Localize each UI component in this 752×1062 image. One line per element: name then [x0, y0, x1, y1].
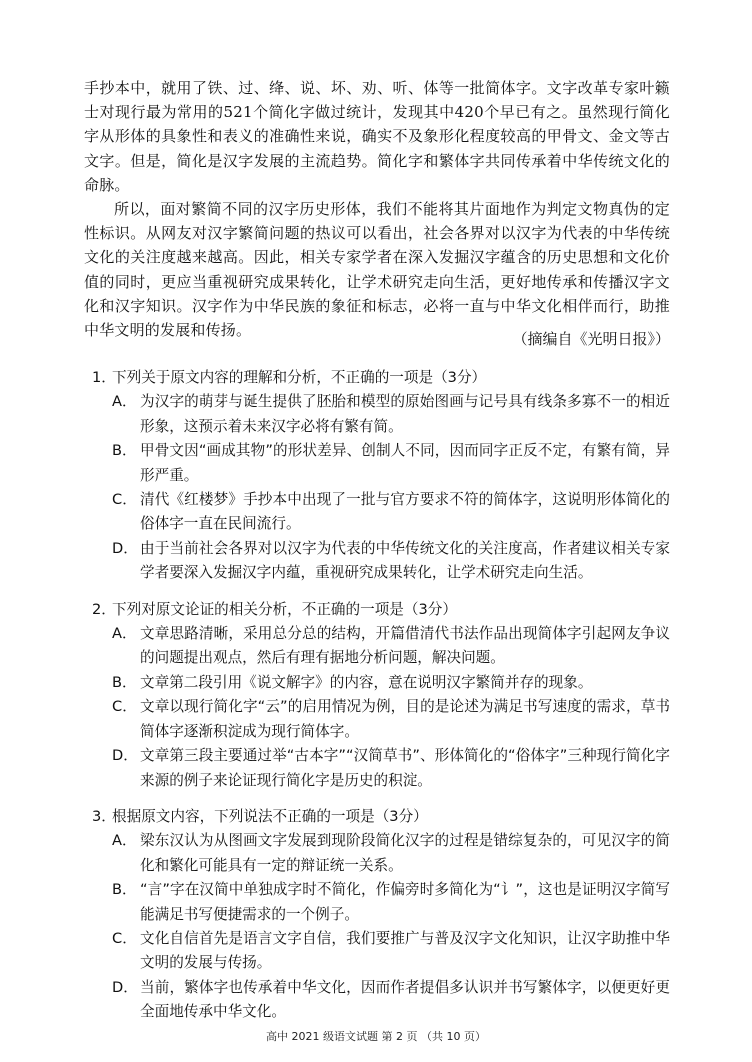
passage-paragraph: 手抄本中，就用了铁、过、绛、说、坏、劝、听、体等一批简体字。文字改革专家叶籁士对现行最为常用的521个简化字做过统计，发现其中420个早已有之。虽然现行简化字从形体的具象性和表义的准确性来说，确实不及象形化程度较高的甲骨文、金文等古文字。但是，简化是汉字发展的主流趋势。简化字和繁体字共同传承着中华传统文化的命脉。	[84, 79, 670, 194]
option-letter: C．	[112, 491, 137, 509]
option-letter: D．	[112, 747, 138, 765]
question-list	[92, 366, 670, 1037]
option-text: 文化自信首先是语言文字自信，我们要推广与普及汉字文化知识，让汉字助推中华文明的发展与传扬。	[140, 929, 670, 972]
option-text: 由于当前社会各界对以汉字为代表的中华传统文化的关注度高，作者建议相关专家学者要深入发掘汉字内蕴，重视研究成果转化，让学术研究走向生活。	[140, 539, 670, 582]
question-text: 下列对原文论证的相关分析，不正确的一项是（3分）	[112, 600, 457, 618]
option-letter: A．	[112, 393, 137, 411]
option-d	[92, 976, 670, 1025]
question-text: 下列关于原文内容的理解和分析，不正确的一项是（3分）	[112, 369, 487, 386]
option-text: 文章第三段主要通过举“古本字”“汉简草书”、形体简化的“俗体字”三种现行简化字来源的例子来论证现行简化字是历史的积淀。	[140, 747, 670, 789]
question-stem	[92, 598, 670, 622]
option-letter: B．	[112, 881, 137, 899]
option-letter: B．	[112, 442, 137, 460]
option-letter: A．	[112, 832, 137, 850]
option-text: 文章第二段引用《说文解字》的内容，意在说明汉字繁简并存的现象。	[140, 673, 593, 691]
option-d	[92, 744, 670, 793]
reading-passage	[84, 76, 670, 342]
page-footer: 高中 2021 级语文试题 第 2 页 （共 10 页）	[266, 1030, 486, 1043]
question-2	[92, 598, 670, 793]
option-text: 当前，繁体字也传承着中华文化，因而作者提倡多认识并书写繁体字，以便更好更全面地传承中华文化。	[140, 978, 670, 1021]
question-stem	[92, 805, 670, 829]
option-a	[92, 390, 670, 439]
option-a	[92, 622, 670, 671]
option-letter: D．	[112, 539, 138, 557]
passage-paragraph: 所以，面对繁简不同的汉字历史形体，我们不能将其片面地作为判定文物真伪的定性标识。从网友对汉字繁简问题的热议可以看出，社会各界对以汉字为代表的中华传统文化的关注度越来越高。因此，相关专家学者在深入发掘汉字蕴含的历史思想和文化价值的同时，更应当重视研究成果转化，让学术研究走向生活，更好地传承和传播汉字文化和汉字知识。汉字作为中华民族的象征和标志，必将一直与中华文化相伴而行，助推中华文明的发展和传扬。	[84, 200, 670, 340]
option-text: 清代《红楼梦》手抄本中出现了一批与官方要求不符的简体字，这说明形体简化的俗体字一直在民间流行。	[140, 491, 670, 533]
option-text: 文章以现行简化字“云”的启用情况为例，目的是论述为满足书写速度的需求，草书简体字逐渐积淀成为现行简体字。	[140, 698, 670, 740]
option-letter: C．	[112, 698, 137, 716]
option-b	[92, 878, 670, 927]
option-b	[92, 439, 670, 488]
option-c	[92, 488, 670, 537]
source-citation: （摘编自《光明日报》）	[512, 330, 670, 348]
question-number: 2．	[92, 600, 116, 618]
question-3	[92, 805, 670, 1025]
option-b	[92, 671, 670, 695]
option-letter: A．	[112, 625, 137, 643]
question-text: 根据原文内容，下列说法不正确的一项是（3分）	[112, 807, 428, 825]
option-text: 梁东汉认为从图画文字发展到现阶段简化汉字的过程是错综复杂的，可见汉字的简化和繁化可能具有一定的辩证统一关系。	[140, 832, 670, 874]
question-1	[92, 366, 670, 586]
option-letter: C．	[112, 929, 137, 947]
option-letter: B．	[112, 673, 137, 691]
option-text: 文章思路清晰，采用总分总的结构，开篇借清代书法作品出现简体字引起网友争议的问题提出观点，然后有理有据地分析问题，解决问题。	[140, 625, 670, 667]
option-text: 甲骨文因“画成其物”的形状差异、创制人不同，因而同字正反不定，有繁有简，异形严重。	[140, 442, 670, 484]
option-text: “言”字在汉简中单独成字时不简化，作偏旁时多简化为“讠”，这也是证明汉字简写能满足书写便捷需求的一个例子。	[140, 881, 670, 923]
question-number: 1．	[92, 369, 116, 386]
question-stem	[92, 366, 670, 390]
question-number: 3．	[92, 807, 116, 825]
option-d	[92, 537, 670, 586]
option-text: 为汉字的萌芽与诞生提供了胚胎和模型的原始图画与记号具有线条多寡不一的相近形象，这预示着未来汉字必将有繁有简。	[140, 393, 670, 435]
option-a	[92, 829, 670, 878]
option-c	[92, 695, 670, 744]
option-letter: D．	[112, 978, 138, 996]
option-c	[92, 927, 670, 976]
